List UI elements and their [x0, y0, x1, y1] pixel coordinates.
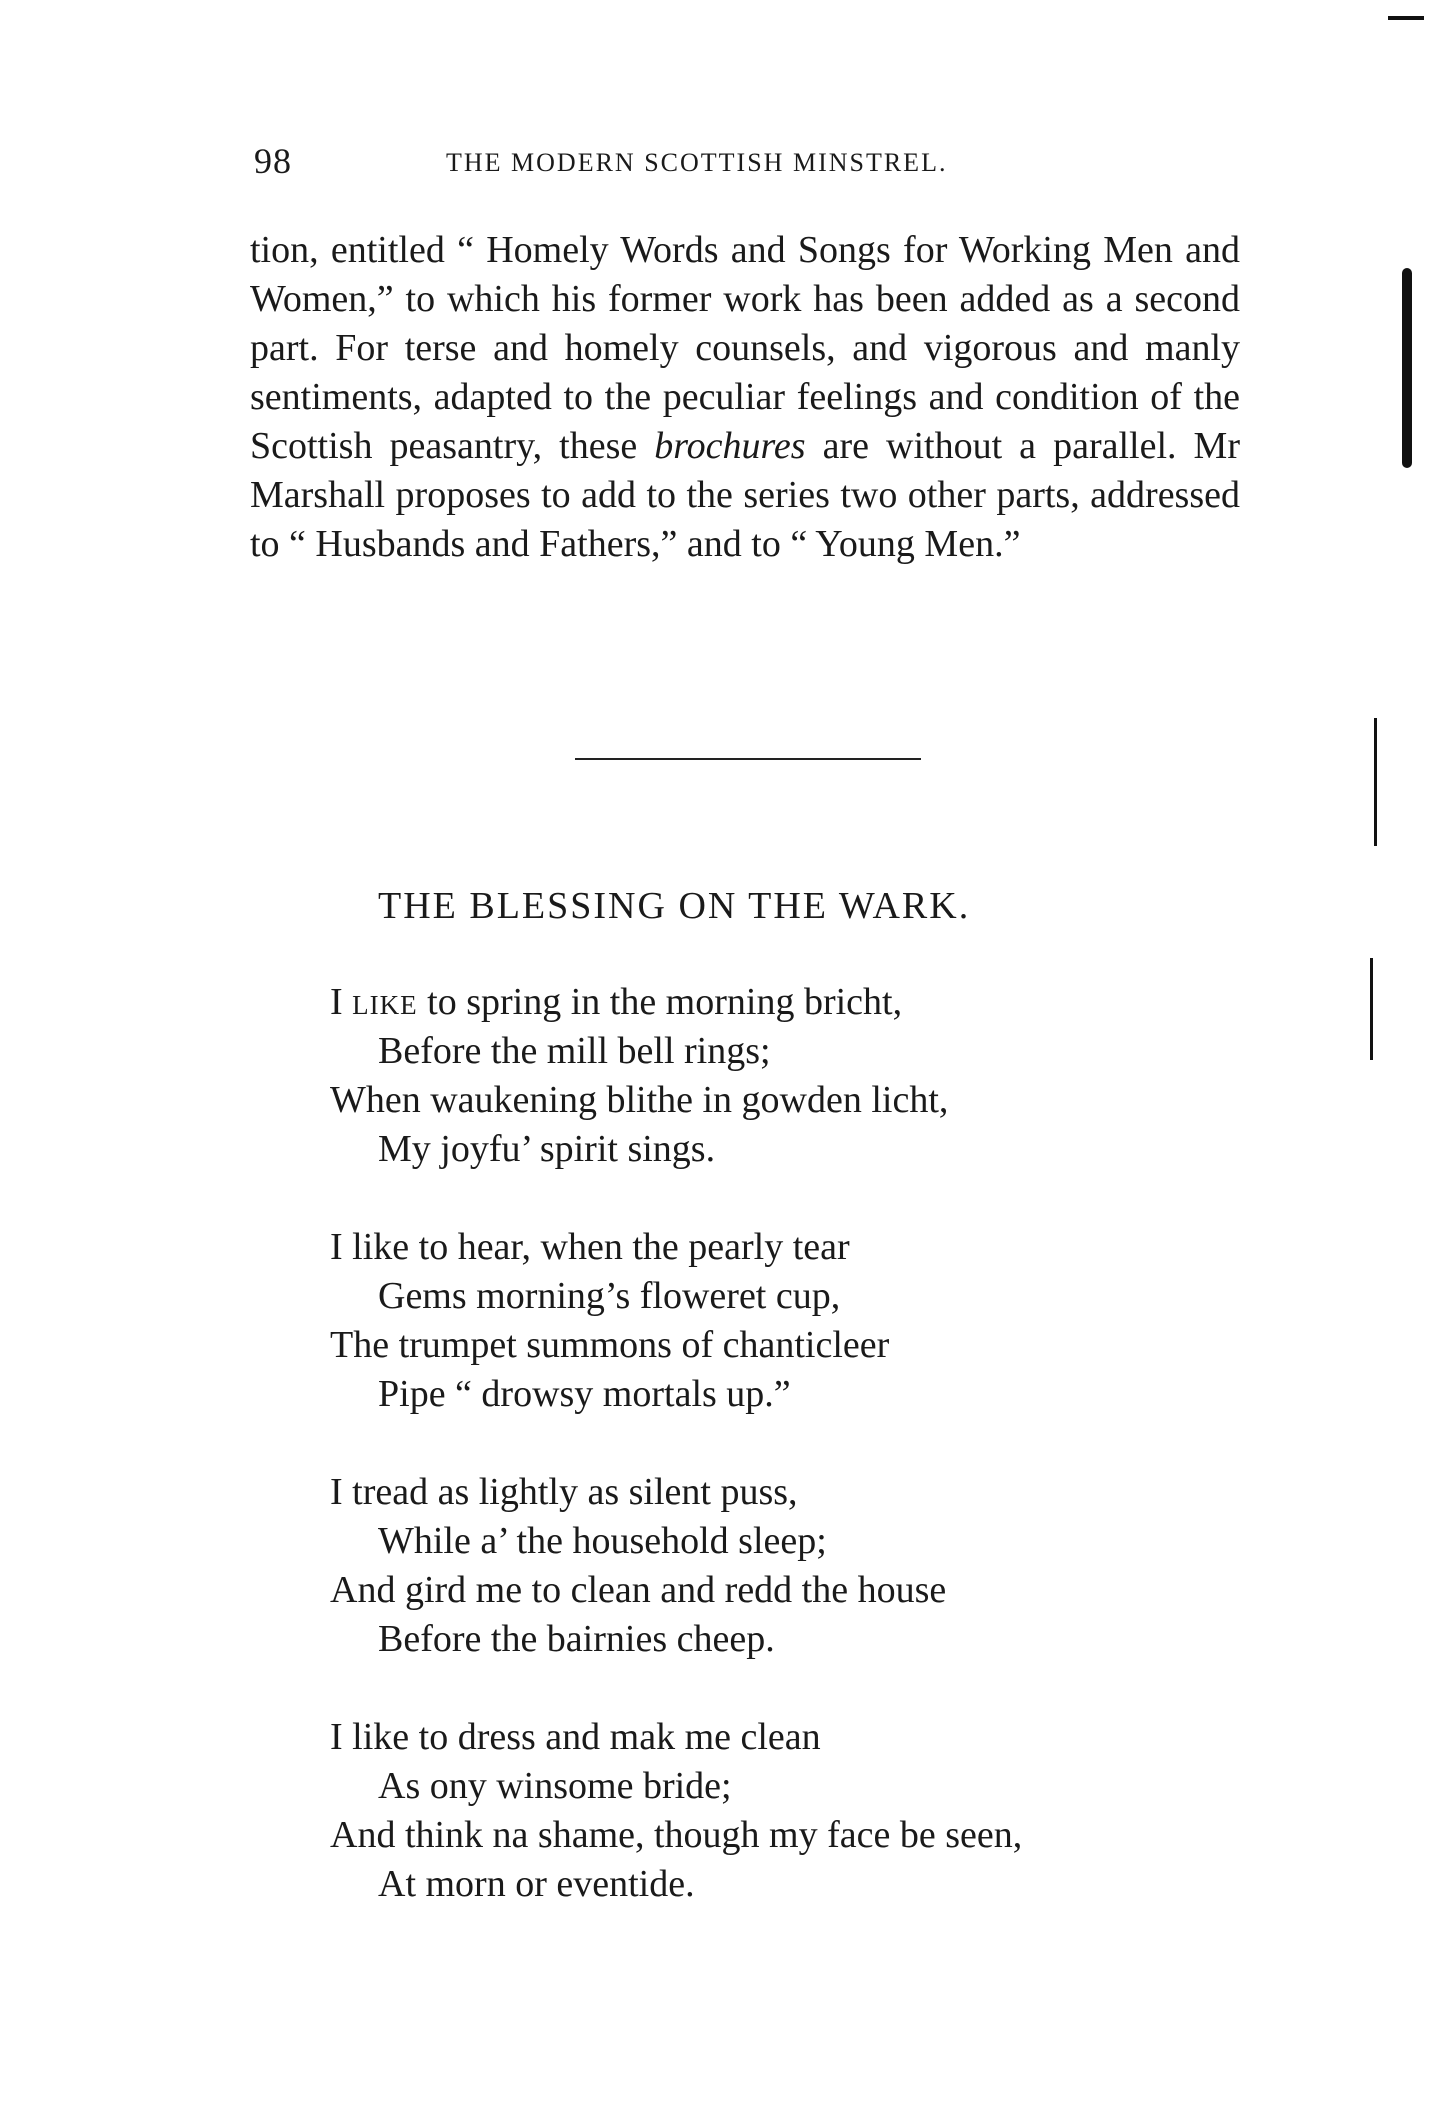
running-title: THE MODERN SCOTTISH MINSTREL.	[446, 148, 948, 177]
poem-line: Before the bairnies cheep.	[378, 1618, 775, 1660]
prose-text-2: are without a parallel. Mr Marshall proposes to add to the series two other parts, addressed to “ Husbands and Fathers,” and to “ Young Men.”	[250, 425, 1240, 565]
prose-paragraph	[250, 226, 1240, 569]
stanza-3	[330, 1468, 1230, 1664]
poem-title: THE BLESSING ON THE WARK.	[378, 885, 971, 927]
poem-line: I tread as lightly as silent puss,	[330, 1471, 798, 1513]
first-line-rest: to spring in the morning bricht,	[417, 981, 903, 1023]
page-header	[244, 140, 1044, 180]
first-word-small-caps: like	[352, 981, 418, 1023]
stanza-4	[330, 1713, 1230, 1909]
poem-line: As ony winsome bride;	[378, 1765, 732, 1807]
first-word: I	[330, 981, 353, 1023]
scan-artifact-mark	[1402, 268, 1412, 468]
poem-line: At morn or eventide.	[378, 1863, 695, 1905]
poem-line	[330, 978, 1230, 1027]
poem-line: The trumpet summons of chanticleer	[330, 1324, 890, 1366]
stanza-1	[330, 978, 1230, 1174]
scan-artifact-mark	[1374, 718, 1377, 846]
section-divider	[575, 758, 921, 760]
poem-line: Before the mill bell rings;	[378, 1030, 771, 1072]
poem-body	[330, 978, 1230, 1958]
poem-line: Pipe “ drowsy mortals up.”	[378, 1373, 791, 1415]
poem-line: I like to hear, when the pearly tear	[330, 1226, 850, 1268]
page-number: 98	[254, 141, 292, 181]
prose-text-1: tion, entitled “ Homely Words and Songs for Working Men and Women,” to which his former work has been added as a second part. For terse and homely counsels, and vigorous and manly sentiments, adapted to the peculiar feelings and condition of the Scottish peasantry, these	[250, 229, 1240, 467]
poem-line: Gems morning’s floweret cup,	[378, 1275, 841, 1317]
poem-line: While a’ the household sleep;	[378, 1520, 827, 1562]
stanza-2	[330, 1223, 1230, 1419]
poem-line: And gird me to clean and redd the house	[330, 1569, 947, 1611]
poem-line: When waukening blithe in gowden licht,	[330, 1079, 949, 1121]
scan-artifact-mark	[1388, 16, 1424, 20]
prose-italic-word: brochures	[654, 425, 806, 467]
poem-line: I like to dress and mak me clean	[330, 1716, 821, 1758]
poem-line: My joyfu’ spirit sings.	[378, 1128, 716, 1170]
poem-line: And think na shame, though my face be seen,	[330, 1814, 1023, 1856]
scan-artifact-mark	[1370, 958, 1373, 1060]
